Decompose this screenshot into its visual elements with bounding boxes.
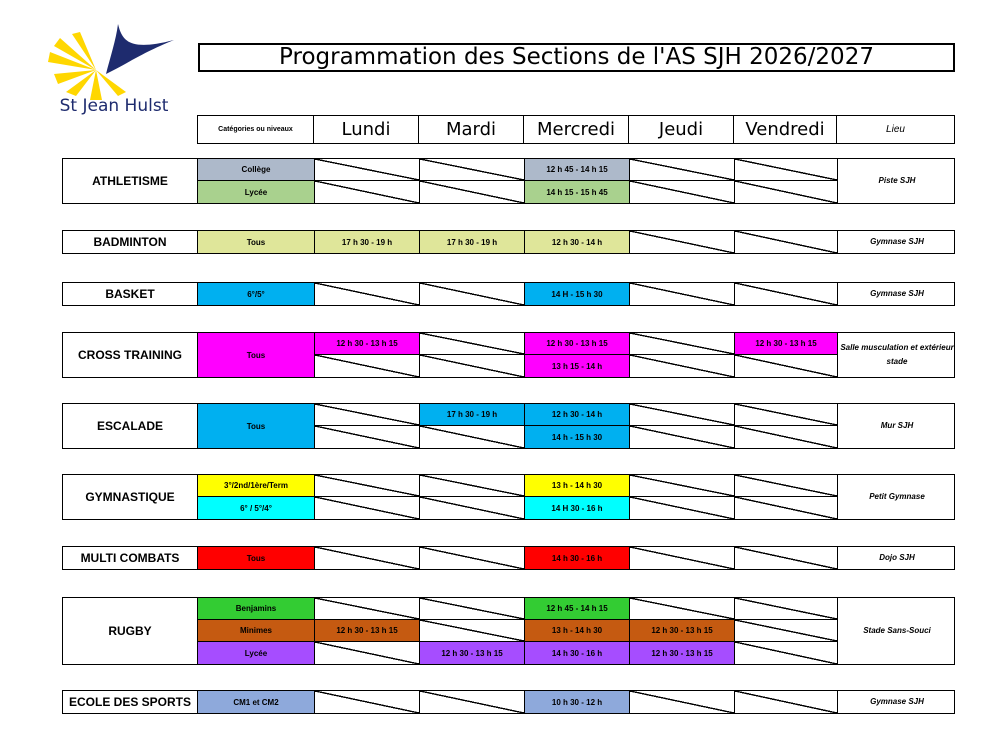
time-slot: 12 h 30 - 13 h 15 — [630, 642, 735, 664]
place-cell: Gymnase SJH — [870, 697, 924, 706]
empty-slot — [630, 159, 735, 181]
category-cell: 6° / 5°/4° — [198, 497, 315, 519]
time-slot: 17 h 30 - 19 h — [420, 404, 525, 426]
empty-slot — [735, 283, 838, 305]
category-cell: Lycée — [198, 181, 315, 203]
category-cell: 3°/2nd/1ère/Term — [198, 475, 315, 497]
section-rugby — [62, 597, 955, 665]
place-cell: Salle musculation et extérieur stade — [840, 343, 954, 366]
time-slot: 12 h 30 - 13 h 15 — [420, 642, 525, 664]
section-name: RUGBY — [63, 598, 198, 664]
empty-slot — [735, 691, 838, 713]
empty-slot — [735, 426, 838, 448]
empty-slot — [735, 497, 838, 519]
empty-slot — [420, 475, 525, 497]
time-slot: 14 h 30 - 16 h — [525, 642, 630, 664]
empty-slot — [735, 642, 838, 664]
category-cell: Tous — [198, 231, 315, 253]
time-slot: 14 H 30 - 16 h — [525, 497, 630, 519]
column-header-vendredi: Vendredi — [734, 115, 837, 144]
empty-slot — [630, 404, 735, 426]
time-slot: 14 H - 15 h 30 — [525, 283, 630, 305]
empty-slot — [420, 497, 525, 519]
place-cell: Gymnase SJH — [870, 289, 924, 298]
empty-slot — [420, 283, 525, 305]
section-name: BASKET — [63, 283, 198, 305]
empty-slot — [630, 333, 735, 355]
empty-slot — [420, 159, 525, 181]
time-slot: 12 h 30 - 14 h — [525, 404, 630, 426]
category-cell: Collège — [198, 159, 315, 181]
empty-slot — [315, 598, 420, 620]
column-header-mardi: Mardi — [419, 115, 524, 144]
section-name: CROSS TRAINING — [63, 333, 198, 377]
empty-slot — [420, 620, 525, 642]
time-slot: 12 h 30 - 13 h 15 — [315, 333, 420, 355]
empty-slot — [315, 547, 420, 569]
place-cell: Gymnase SJH — [870, 237, 924, 246]
empty-slot — [630, 231, 735, 253]
category-cell: Benjamins — [198, 598, 315, 620]
empty-slot — [315, 497, 420, 519]
column-header-place: Lieu — [837, 115, 955, 144]
category-cell: Lycée — [198, 642, 315, 664]
empty-slot — [735, 404, 838, 426]
category-cell: Minimes — [198, 620, 315, 642]
place-cell: Stade Sans-Souci — [863, 626, 931, 635]
column-header-jeudi: Jeudi — [629, 115, 734, 144]
category-cell: Tous — [198, 333, 315, 377]
empty-slot — [315, 283, 420, 305]
empty-slot — [315, 475, 420, 497]
time-slot: 12 h 30 - 14 h — [525, 231, 630, 253]
empty-slot — [315, 159, 420, 181]
empty-slot — [315, 426, 420, 448]
section-name: ATHLETISME — [63, 159, 198, 203]
category-cell: 6°/5° — [198, 283, 315, 305]
place-cell: Petit Gymnase — [869, 492, 925, 501]
section-name: GYMNASTIQUE — [63, 475, 198, 519]
empty-slot — [630, 691, 735, 713]
time-slot: 12 h 30 - 13 h 15 — [630, 620, 735, 642]
time-slot: 17 h 30 - 19 h — [420, 231, 525, 253]
school-logo — [44, 22, 184, 122]
empty-slot — [315, 404, 420, 426]
empty-slot — [630, 426, 735, 448]
empty-slot — [420, 547, 525, 569]
time-slot: 12 h 30 - 13 h 15 — [735, 333, 838, 355]
time-slot: 10 h 30 - 12 h — [525, 691, 630, 713]
empty-slot — [420, 691, 525, 713]
time-slot: 14 h - 15 h 30 — [525, 426, 630, 448]
empty-slot — [735, 598, 838, 620]
section-gymnastique — [62, 474, 955, 520]
time-slot: 13 h - 14 h 30 — [525, 475, 630, 497]
section-ecole-des-sports — [62, 690, 955, 714]
section-name: ECOLE DES SPORTS — [63, 691, 198, 713]
time-slot: 14 h 15 - 15 h 45 — [525, 181, 630, 203]
empty-slot — [420, 333, 525, 355]
section-name: BADMINTON — [63, 231, 198, 253]
column-header-mercredi: Mercredi — [524, 115, 629, 144]
section-cross-training — [62, 332, 955, 378]
time-slot: 12 h 45 - 14 h 15 — [525, 598, 630, 620]
section-basket — [62, 282, 955, 306]
empty-slot — [630, 355, 735, 377]
time-slot: 17 h 30 - 19 h — [315, 231, 420, 253]
logo-text: St Jean Hulst — [59, 96, 169, 116]
empty-slot — [735, 355, 838, 377]
empty-slot — [420, 355, 525, 377]
place-cell: Piste SJH — [878, 176, 916, 185]
category-cell: Tous — [198, 547, 315, 569]
category-cell: Tous — [198, 404, 315, 448]
empty-slot — [630, 283, 735, 305]
empty-slot — [315, 642, 420, 664]
section-name: ESCALADE — [63, 404, 198, 448]
category-cell: CM1 et CM2 — [198, 691, 315, 713]
empty-slot — [420, 426, 525, 448]
place-cell: Dojo SJH — [879, 553, 915, 562]
time-slot: 12 h 30 - 13 h 15 — [315, 620, 420, 642]
place-cell: Mur SJH — [880, 421, 914, 430]
empty-slot — [315, 355, 420, 377]
empty-slot — [735, 159, 838, 181]
empty-slot — [735, 181, 838, 203]
empty-slot — [735, 620, 838, 642]
section-name: MULTI COMBATS — [63, 547, 198, 569]
time-slot: 12 h 45 - 14 h 15 — [525, 159, 630, 181]
empty-slot — [630, 497, 735, 519]
empty-slot — [315, 691, 420, 713]
empty-slot — [315, 181, 420, 203]
empty-slot — [630, 181, 735, 203]
empty-slot — [735, 475, 838, 497]
time-slot: 12 h 30 - 13 h 15 — [525, 333, 630, 355]
empty-slot — [420, 181, 525, 203]
section-escalade — [62, 403, 955, 449]
section-athletisme — [62, 158, 955, 204]
page-title: Programmation des Sections de l'AS SJH 2026/2027 — [198, 43, 955, 72]
empty-slot — [630, 598, 735, 620]
time-slot: 13 h - 14 h 30 — [525, 620, 630, 642]
column-header-lundi: Lundi — [314, 115, 419, 144]
empty-slot — [420, 598, 525, 620]
empty-slot — [735, 231, 838, 253]
column-header-category: Catégories ou niveaux — [197, 115, 314, 144]
time-slot: 13 h 15 - 14 h — [525, 355, 630, 377]
time-slot: 14 h 30 - 16 h — [525, 547, 630, 569]
column-header-row — [62, 115, 955, 144]
section-multi-combats — [62, 546, 955, 570]
empty-slot — [630, 475, 735, 497]
logo-sun-icon — [44, 22, 184, 102]
section-badminton — [62, 230, 955, 254]
empty-slot — [630, 547, 735, 569]
empty-slot — [735, 547, 838, 569]
